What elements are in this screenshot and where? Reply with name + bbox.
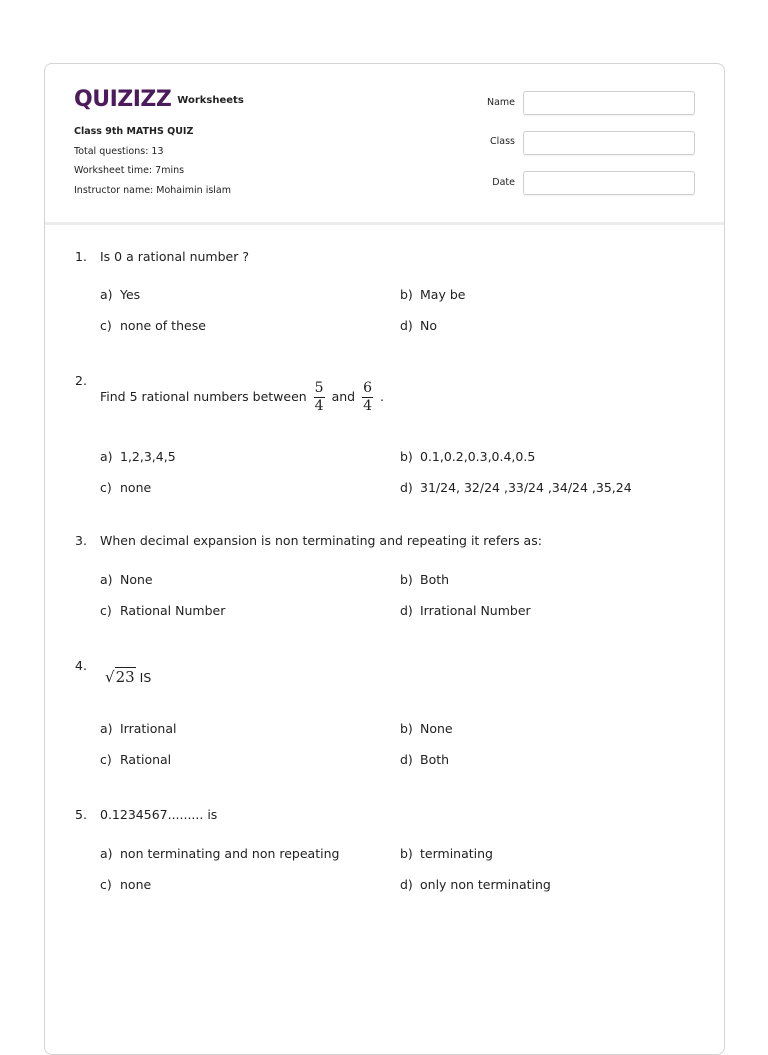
instructor-name: Instructor name: Mohaimin islam (74, 185, 232, 196)
denominator: 4 (363, 398, 373, 414)
option-3a (100, 572, 153, 587)
option-3c (100, 603, 225, 618)
question-text-part: and (331, 389, 356, 404)
option-text: non terminating and non repeating (120, 846, 340, 861)
numerator: 5 (314, 380, 324, 396)
option-letter: d) (400, 877, 413, 892)
question-text: 0.1234567......... is (100, 807, 218, 822)
option-2c (100, 480, 151, 495)
option-4d (400, 752, 449, 767)
worksheet-time: Worksheet time: 7mins (74, 165, 185, 176)
option-3d (400, 603, 531, 618)
fraction (314, 380, 325, 415)
option-4b (400, 721, 453, 736)
option-letter: a) (100, 846, 113, 861)
option-1b (400, 287, 465, 302)
numerator: 6 (363, 380, 373, 396)
logo-word: QUIZIZZ (74, 86, 172, 112)
fraction (362, 380, 373, 415)
worksheet-page (44, 63, 725, 1055)
option-2b (400, 449, 535, 464)
name-label: Name (486, 97, 515, 108)
option-letter: a) (100, 572, 113, 587)
option-2a (100, 449, 176, 464)
option-text: terminating (420, 846, 493, 861)
option-letter: d) (400, 318, 413, 333)
class-label: Class (490, 136, 515, 147)
option-1d (400, 318, 437, 333)
option-letter: d) (400, 752, 413, 767)
question-number: 1. (75, 249, 87, 264)
option-text: None (420, 721, 453, 736)
question-number: 5. (75, 807, 87, 822)
question-text (100, 380, 384, 415)
option-5b (400, 846, 493, 861)
option-text: No (420, 318, 437, 333)
square-root: √23 (105, 668, 135, 686)
option-letter: c) (100, 603, 112, 618)
option-text: 1,2,3,4,5 (120, 449, 176, 464)
logo-subtitle: Worksheets (177, 94, 244, 106)
option-5d (400, 877, 551, 892)
quizizz-logo (74, 84, 244, 114)
worksheet-header (45, 64, 724, 225)
option-letter: b) (400, 287, 413, 302)
denominator: 4 (314, 398, 324, 414)
option-text: Rational Number (120, 603, 226, 618)
option-text: May be (420, 287, 466, 302)
option-text: Both (420, 752, 450, 767)
option-letter: b) (400, 449, 413, 464)
radicand: 23 (115, 668, 135, 686)
option-text: Irrational Number (420, 603, 531, 618)
option-letter: d) (400, 603, 413, 618)
date-field[interactable] (523, 171, 695, 195)
option-text: Irrational (120, 721, 177, 736)
option-letter: d) (400, 480, 413, 495)
option-text: 0.1,0.2,0.3,0.4,0.5 (420, 449, 536, 464)
option-text: Rational (120, 752, 172, 767)
date-label: Date (492, 177, 515, 188)
option-4c (100, 752, 171, 767)
option-text: only non terminating (420, 877, 551, 892)
option-3b (400, 572, 449, 587)
option-letter: b) (400, 721, 413, 736)
option-text: none (120, 877, 152, 892)
option-text: Yes (120, 287, 141, 302)
option-letter: a) (100, 721, 113, 736)
option-text: none of these (120, 318, 206, 333)
option-letter: c) (100, 318, 112, 333)
option-letter: a) (100, 287, 113, 302)
option-letter: c) (100, 752, 112, 767)
option-letter: c) (100, 877, 112, 892)
option-1c (100, 318, 206, 333)
name-field[interactable] (523, 91, 695, 115)
question-number: 3. (75, 533, 87, 548)
total-questions: Total questions: 13 (74, 146, 164, 157)
question-text: Is 0 a rational number ? (100, 249, 249, 264)
option-5c (100, 877, 151, 892)
option-text: None (120, 572, 153, 587)
option-text: none (120, 480, 152, 495)
question-text-part: . (380, 389, 384, 404)
option-letter: b) (400, 846, 413, 861)
question-number: 4. (75, 658, 87, 673)
option-2d (400, 480, 632, 495)
option-4a (100, 721, 176, 736)
option-text: Both (420, 572, 450, 587)
option-1a (100, 287, 140, 302)
option-letter: a) (100, 449, 113, 464)
class-field[interactable] (523, 131, 695, 155)
question-text-part: IS (139, 670, 152, 685)
option-text: 31/24, 32/24 ,33/24 ,34/24 ,35,24 (420, 480, 632, 495)
question-number: 2. (75, 373, 87, 388)
quiz-title: Class 9th MATHS QUIZ (74, 126, 194, 137)
option-5a (100, 846, 339, 861)
question-text: When decimal expansion is non terminating and repeating it refers as: (100, 533, 542, 548)
question-text (105, 668, 151, 686)
option-letter: b) (400, 572, 413, 587)
option-letter: c) (100, 480, 112, 495)
question-text-part: Find 5 rational numbers between (100, 389, 307, 404)
